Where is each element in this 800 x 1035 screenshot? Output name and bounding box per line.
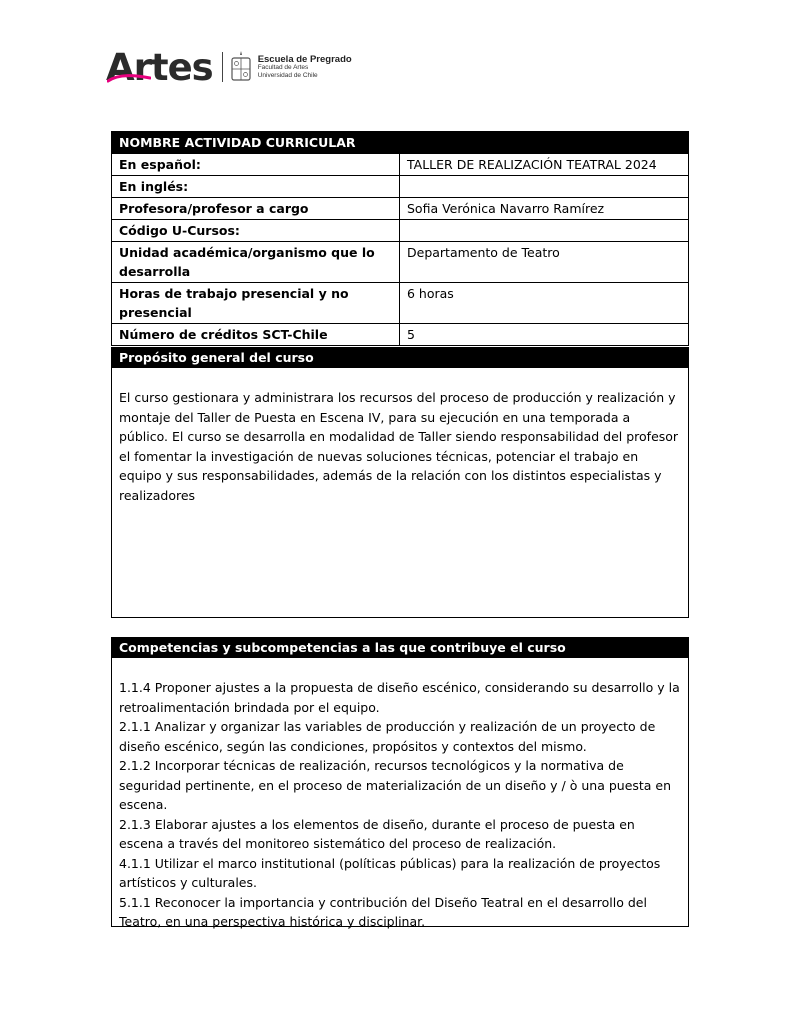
competency-item: 2.1.3 Elaborar ajustes a los elementos de diseño, durante el proceso de puesta en escena a través del monitoreo sistemático del proceso de realización. <box>119 816 635 851</box>
purpose-body: El curso gestionara y administrara los recursos del proceso de producción y realización y montaje del Taller de Puesta en Escena IV, para su ejecución en una temporada a público. El curso se desarrolla en modalidad de Taller siendo responsabilidad del profesor el fomentar la investigación de nuevas soluciones técnicas, potenciar el trabajo en equipo y sus responsabilidades, además de la relación con los distintos especialistas y realizadores <box>119 390 679 503</box>
row-label: Horas de trabajo presencial y no presencial <box>112 283 400 324</box>
faculty-name: Facultad de Artes <box>257 64 309 72</box>
table-row <box>112 154 689 176</box>
university-crest-icon <box>230 50 252 84</box>
competencies-list <box>112 658 688 932</box>
course-info-table <box>111 131 689 346</box>
row-label: Número de créditos SCT-Chile <box>112 324 400 346</box>
competencies-title: Competencias y subcompetencias a las que contribuye el curso <box>112 638 688 658</box>
table-row <box>112 198 689 220</box>
school-name: Escuela de Pregrado <box>257 53 352 65</box>
row-label: Código U-Cursos: <box>112 220 400 242</box>
row-label: Unidad académica/organismo que lo desarrolla <box>112 242 400 283</box>
page-header <box>106 42 352 92</box>
swoosh-icon <box>107 73 151 83</box>
artes-logo <box>106 45 213 89</box>
competency-item: 2.1.2 Incorporar técnicas de realización, recursos tecnológicos y la normativa de seguridad pertinente, en el proceso de materialización de un diseño y / ò una puesta en escena. <box>119 758 672 812</box>
row-value <box>400 220 689 242</box>
university-name: Universidad de Chile <box>257 71 318 79</box>
competency-item: 2.1.1 Analizar y organizar las variables de producción y realización de un proyecto de diseño escénico, según las condiciones, propósitos y contextos del mismo. <box>119 719 656 754</box>
row-value: 5 <box>400 324 689 346</box>
row-value: Departamento de Teatro <box>400 242 689 283</box>
table-row <box>112 324 689 346</box>
school-name-block <box>258 55 352 80</box>
row-value: 6 horas <box>400 283 689 324</box>
table-row <box>112 220 689 242</box>
competency-item: 1.1.4 Proponer ajustes a la propuesta de diseño escénico, considerando su desarrollo y la retroalimentación brindada por el equipo. <box>119 680 680 715</box>
competencies-section <box>111 637 689 927</box>
row-value: Sofia Verónica Navarro Ramírez <box>400 198 689 220</box>
row-value: TALLER DE REALIZACIÓN TEATRAL 2024 <box>400 154 689 176</box>
logo-text: Artes <box>106 45 213 89</box>
table-title: NOMBRE ACTIVIDAD CURRICULAR <box>112 132 689 154</box>
purpose-title: Propósito general del curso <box>112 348 688 368</box>
table-header-row <box>112 132 689 154</box>
row-label: En español: <box>112 154 400 176</box>
competency-item: 4.1.1 Utilizar el marco institutional (políticas públicas) para la realización de proyectos artísticos y culturales. <box>119 855 661 890</box>
logo-separator <box>222 52 223 82</box>
purpose-section <box>111 347 689 618</box>
row-label: Profesora/profesor a cargo <box>112 198 400 220</box>
table-row <box>112 176 689 198</box>
competency-item: 5.1.1 Reconocer la importancia y contribución del Diseño Teatral en el desarrollo del Teatro, en una perspectiva histórica y disciplinar. <box>119 894 647 929</box>
table-row <box>112 283 689 324</box>
row-value <box>400 176 689 198</box>
table-row <box>112 242 689 283</box>
row-label: En inglés: <box>112 176 400 198</box>
